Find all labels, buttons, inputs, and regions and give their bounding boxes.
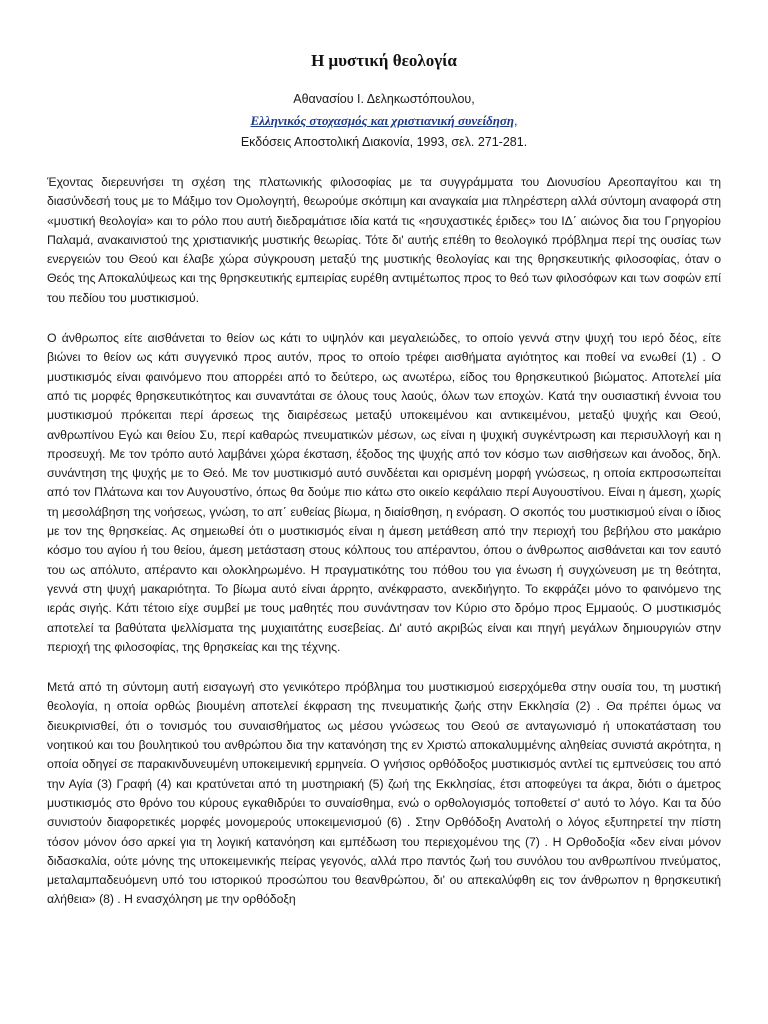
paragraph-3: Μετά από τη σύντομη αυτή εισαγωγή στο γενικότερο πρόβλημα του μυστικισμού εισερχόμεθα στην ουσία του, τη μυστική θεολογία, η οποία ορθώς βιουμένη αποτελεί έκφραση της πνευματικής ζωής στην Εκκλησία (2) . Θα πρέπει όμως να διευκρινισθεί, ότι ο τονισμός του συναισθήματος ως μέσου γνώσεως του Θεού σε ανταγωνισμό ή υποκατάσταση του νοητικού και του βουλητικού του ανθρώπου δια την κατανόηση της εν Χριστώ αποκαλυμμένης αληθείας συνιστά ακρότητα, η οποία οδηγεί σε παρακινδυνευμένη υποκειμενική ερμηνεία. Ο γνήσιος ορθόδοξος μυστικισμός αντλεί τις εμπνεύσεις του από την Αγία (3) Γραφή (4) και κρατύνεται από τη μυστηριακή (5) ζωή της Εκκλησίας, έτσι αποφεύγει τα άκρα, διότι ο άμετρος μυστικισμός στο θρόνο του κύρους εγκαθιδρύει το συναίσθημα, ενώ ο ορθολογισμός τοποθετεί σ' αυτό το λόγο. Και τα δύο συνιστούν διαφορετικές μορφές μονομερούς υποκειμενισμού (6) . Στην Ορθόδοξη Ανατολή ο λόγος εξυπηρετεί την πίστη τόσον μόνον όσο αρκεί για τη λογική κατανόηση και εμπέδωση του περιεχομένου της (7) . Η Ορθοδοξία «δεν είναι μόνον διδασκαλία, ούτε μόνης της υποκειμενικής πείρας γεγονός, αλλά προ παντός ζωή του συνόλου του ανθρωπίνου πνεύματος, μεταλαμπαδευόμενη υπό του ιστορικού προσώπου του θεανθρώπου, δι' ου απεκαλύφθη εις τον άνθρωπον η θρησκευτική αλήθεια» (8) . Η ενασχόληση με την ορθόδοξη: [47, 680, 721, 907]
body-text: [47, 173, 721, 910]
paragraph-2: Ο άνθρωπος είτε αισθάνεται το θείον ως κάτι το υψηλόν και μεγαλειώδες, το οποίο γεννά στην ψυχή του ιερό δέος, είτε βιώνει το θείον ως κάτι συγγενικό προς αυτόν, προς το οποίο τρέφει αισθήματα αγιότητος και ποθεί να ενωθεί (1) . Ο μυστικισμός είναι φαινόμενο που απορρέει από το δεύτερο, ως ανωτέρω, είδος του θρησκευτικού βιώματος. Αποτελεί μία από τις μορφές θρησκευτικότητος και συναντάται σε όλους τους λαούς, όλων των εποχών. Κατά την ουσιαστική έννοια του μυστικισμού πρόκειται περί άρσεως της διαιρέσεως μεταξύ υποκειμένου και αντικειμένου, μεταξύ ψυχής και Θεού, ανθρωπίνου Εγώ και θείου Συ, περί καθαρώς πνευματικών μέσων, ως είναι η ψυχική συγκέντρωση και περισυλλογή και η προσευχή. Με τον τρόπο αυτό λαμβάνει χώρα έκσταση, έξοδος της ψυχής από τον κόσμο των αισθήσεων και άνοδος, δηλ. συνάντηση της ψυχής με το Θεό. Με τον μυστικισμό αυτό συνδέεται και ορισμένη μορφή γνώσεως, η οποία εκπροσωπείται από τον Πλάτωνα και τον Αυγουστίνο, όπως θα δούμε πιο κάτω στο οικείο κεφάλαιο περί Αυγουστίνου. Είναι η άμεση, χωρίς τη μεσολάβηση της νοήσεως, γνώση, το απ΄ ευθείας βίωμα, η διαίσθηση, η ενόραση. Ο σκοπός του μυστικισμού είναι ο ίδιος με τον της θρησκείας. Ας σημειωθεί ότι ο μυστικισμός είναι η άμεση μετάθεση από την περιοχή του βεβήλου στο μακάριο κόσμο του αγίου ή του θείου, άμεση μετάσταση στους κόλπους του απέραντου, όπου ο άνθρωπος αισθάνεται και τον εαυτό του ως απόλυτο, απέραντο και ολοκληρωμένο. Η πραγματικότης του πόθου του για ένωση ή συγχώνευση με τη θεότητα, γεννά στη ψυχή μακαριότητα. Το βίωμα αυτό είναι άρρητο, ανέκφραστο, ανεκδιήγητο. Το εκφράζει μόνο το φαινόμενο της ιεράς σιγής. Κάτι τέτοιο είχε συμβεί με τους μαθητές που συνάντησαν τον Κύριο στο δρόμο προς Εμμαούς. Ο μυστικισμός αποτελεί τα βαθύτατα ψελλίσματα της μυχιαιτάτης ευσεβείας. Δι' αυτό ακριβώς είναι και πηγή μεγάλων δημιουργιών στην περιοχή της φιλοσοφίας, της θρησκείας και της τέχνης.: [47, 331, 721, 654]
publication-line: Εκδόσεις Αποστολική Διακονία, 1993, σελ. 271-281.: [240, 135, 528, 149]
book-title-comma: ,: [514, 114, 518, 128]
document-title: Η μυστική θεολογία: [311, 51, 457, 70]
author-line: Αθανασίου Ι. Δεληκωστόπουλου,: [293, 92, 475, 106]
paragraph-1: Έχοντας διερευνήσει τη σχέση της πλατωνικής φιλοσοφίας με τα συγγράμματα του Διονυσίου Αρεοπαγίτου και τη διασύνδεσή τους με το Μάξιμο τον Ομολογητή, θεωρούμε σκόπιμη και αναγκαία μια πληρέστερη αλλά σύντομη αναφορά στη «μυστική θεολογία» και το ρόλο που αυτή διεδραμάτισε ιδία κατά τις «ησυχαστικές έριδες» του ΙΔ΄ αιώνος δια του Γρηγορίου Παλαμά, ανακαινιστού της χριστιανικής μυστικής θεωρίας. Τότε δι' αυτής επέθη το θεολογικό πρόβλημα περί της ουσίας των ενεργειών του Θεού και έλαβε χώρα σύγκρουση μεταξύ της μυστικής θεολογίας και της θρησκευτικής φιλοσοφίας, όταν ο Θεός της Αποκαλύψεως και της θρησκευτικής εμπειρίας ευρέθη αντιμέτωπος προς το θεό των φιλοσόφων και των σοφών επί του πεδίου του μυστικισμού.: [47, 175, 721, 305]
book-title-line: [47, 110, 721, 132]
book-title-link[interactable]: Ελληνικός στοχασμός και χριστιανική συνείδηση: [250, 113, 515, 128]
citation-block: [47, 89, 721, 153]
document-page: [47, 0, 721, 910]
